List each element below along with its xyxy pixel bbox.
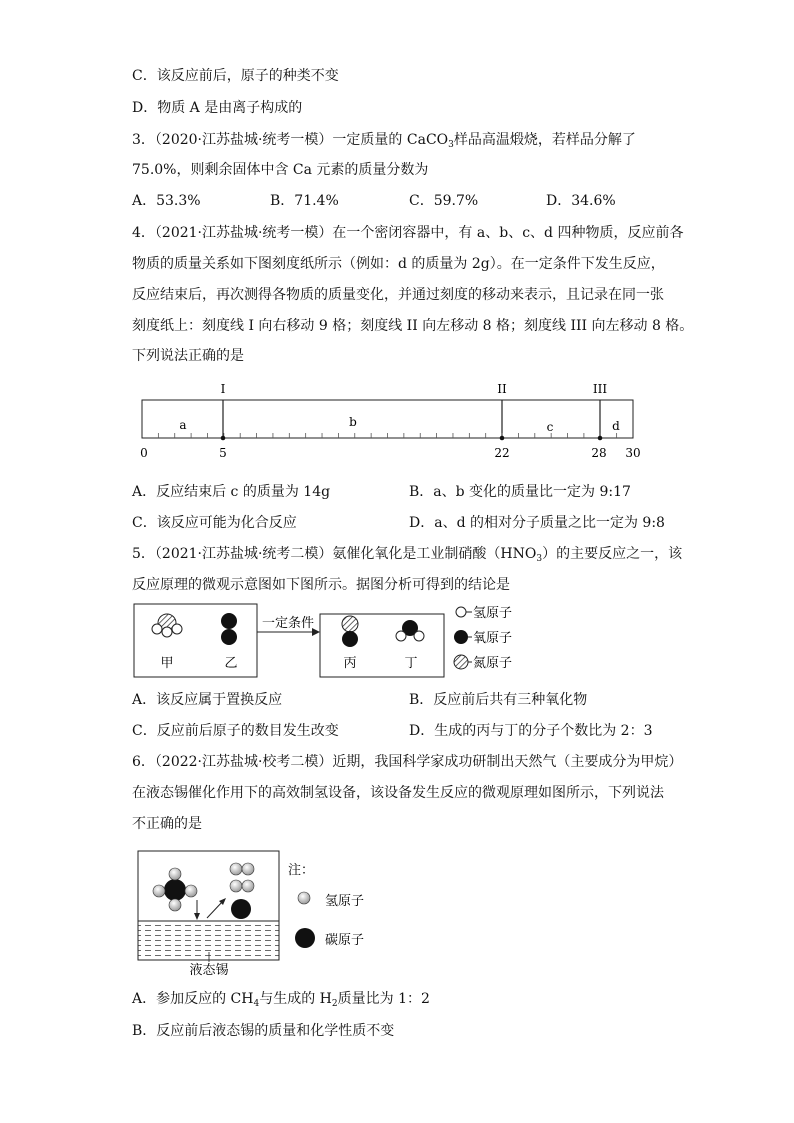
q4-stem-line5: 下列说法正确的是 <box>132 348 244 364</box>
marker-label-2: II <box>497 382 507 396</box>
q4-stem-line4: 刻度纸上：刻度线 I 向右移动 9 格；刻度线 II 向左移动 8 格；刻度线 III 向左移动 8 格。 <box>132 318 694 334</box>
tick-label-0: 0 <box>140 446 148 460</box>
water-molecule <box>396 620 424 641</box>
q3-stem-text-b: 样品高温煅烧，若样品分解了 <box>453 132 636 148</box>
q6-stem-line1: 6．（2022·江苏盐城·校考二模）近期，我国科学家成功研制出天然气（主要成分为甲烷） <box>132 754 683 770</box>
legend-oxygen: 氧原子 <box>473 631 513 646</box>
hydrogen-atom-icon <box>414 631 424 641</box>
q3-option-c: C．59.7% <box>409 193 479 209</box>
q5-option-b: B．反应前后共有三种氧化物 <box>409 692 588 708</box>
reactants-box <box>134 604 257 677</box>
oxygen-atom-icon <box>221 629 237 645</box>
tick-label-22: 22 <box>494 446 510 460</box>
label-bing: 丙 <box>343 656 357 671</box>
methane-molecule <box>153 868 197 911</box>
q6-option-a-text2: 与生成的 H <box>259 991 332 1007</box>
q3-subscript: 3 <box>448 140 454 150</box>
q4-stem-line3: 反应结束后，再次测得各物质的质量变化，并通过刻度的移动来表示，且记录在同一张 <box>132 287 664 303</box>
label-yi: 乙 <box>224 656 238 671</box>
q2-option-d: D．物质 A 是由离子构成的 <box>132 100 303 116</box>
tick-label-5: 5 <box>219 446 227 460</box>
q4-option-c: C．该反应可能为化合反应 <box>132 515 297 531</box>
oxygen-atom-icon <box>342 631 358 647</box>
segment-a: a <box>179 418 187 432</box>
q3-stem-line1 <box>132 130 636 150</box>
hydrogen-atom-icon <box>169 899 181 911</box>
q6-option-a <box>132 989 430 1009</box>
dot-5 <box>221 436 226 441</box>
q6-option-a-text3: 质量比为 1：2 <box>337 991 430 1007</box>
products-box <box>320 614 444 677</box>
hydrogen-atom-icon <box>153 885 165 897</box>
carbon-atom-icon <box>231 899 251 919</box>
q6-stem-line3: 不正确的是 <box>132 816 202 832</box>
q5-option-d: D．生成的丙与丁的分子个数比为 2：3 <box>409 723 653 739</box>
carbon-atom-icon <box>164 879 186 901</box>
hydrogen-molecule <box>230 880 254 892</box>
q4-option-a: A．反应结束后 c 的质量为 14g <box>132 484 331 500</box>
nitric-oxide-molecule <box>342 616 358 647</box>
q4-option-b: B．a、b 变化的质量比一定为 9:17 <box>409 484 631 500</box>
dot-28 <box>598 436 603 441</box>
segment-d: d <box>612 419 620 433</box>
q6-option-a-text1: A．参加反应的 CH <box>132 991 254 1007</box>
tick-label-30: 30 <box>625 446 641 460</box>
q3-stem-line2: 75.0%，则剩余固体中含 Ca 元素的质量分数为 <box>132 162 429 178</box>
marker-label-3: III <box>592 382 608 396</box>
note-label: 注： <box>288 863 315 878</box>
legend-hydrogen: 氢原子 <box>473 606 513 621</box>
q4-option-d: D．a、d 的相对分子质量之比一定为 9:8 <box>409 515 665 531</box>
q3-option-a: A．53.3% <box>132 193 201 209</box>
tick-label-28: 28 <box>591 446 607 460</box>
legend-hydrogen: 氢原子 <box>325 894 365 909</box>
q3-option-d: D．34.6% <box>546 193 616 209</box>
label-jia: 甲 <box>160 656 174 671</box>
hydrogen-atom-icon <box>169 868 181 880</box>
segment-b: b <box>349 415 357 429</box>
q5-stem-text-b: ）的主要反应之一，该 <box>542 546 683 562</box>
q3-option-b: B．71.4% <box>270 193 339 209</box>
q6-option-b: B．反应前后液态锡的质量和化学性质不变 <box>132 1023 395 1039</box>
q6-option-a-sub1: 4 <box>253 999 260 1009</box>
oxygen-molecule <box>221 613 237 645</box>
scale-paper-figure <box>128 376 648 464</box>
q5-option-a: A．该反应属于置换反应 <box>132 692 283 708</box>
legend-carbon: 碳原子 <box>325 933 365 948</box>
oxygen-atom-icon <box>221 613 237 629</box>
liquid-tin-layer <box>139 921 279 960</box>
hydrogen-atom-icon <box>172 624 182 634</box>
hydrogen-legend-icon <box>456 607 466 617</box>
dot-22 <box>500 436 505 441</box>
carbon-legend-icon <box>295 928 315 948</box>
nitrogen-atom-icon <box>342 616 358 632</box>
q6-option-a-sub2: 2 <box>331 999 338 1009</box>
reaction-condition: 一定条件 <box>261 616 315 631</box>
q5-stem-line1 <box>132 544 682 564</box>
q6-stem-line2: 在液态锡催化作用下的高效制氢设备，该设备发生反应的微观原理如图所示，下列说法 <box>132 785 664 801</box>
q5-option-c: C．反应前后原子的数目发生改变 <box>132 723 339 739</box>
methane-reactor-figure <box>135 848 395 980</box>
ammonia-oxidation-figure <box>130 601 550 681</box>
scale-paper-strip <box>142 400 633 438</box>
oxygen-legend-icon <box>454 630 468 644</box>
hydrogen-atom-icon <box>396 631 406 641</box>
q4-stem-line1: 4．（2021·江苏盐城·统考一模）在一个密闭容器中，有 a、b、c、d 四种物质，反应前各 <box>132 225 684 241</box>
q5-stem-line2: 反应原理的微观示意图如下图所示。据图分析可得到的结论是 <box>132 577 510 593</box>
hydrogen-molecule <box>230 863 254 875</box>
hydrogen-atom-icon <box>152 624 162 634</box>
q4-stem-line2: 物质的质量关系如下图刻度纸所示（例如：d 的质量为 2g）。在一定条件下发生反应， <box>132 256 665 272</box>
q2-option-c: C．该反应前后，原子的种类不变 <box>132 68 339 84</box>
segment-c: c <box>546 420 554 434</box>
nitrogen-legend-icon <box>454 655 468 669</box>
up-arrow-icon <box>207 901 223 918</box>
q5-stem-text-a: 5．（2021·江苏盐城·统考二模）氨催化氧化是工业制硝酸（HNO <box>132 546 537 562</box>
legend-nitrogen: 氮原子 <box>473 656 513 671</box>
hydrogen-legend-icon <box>298 892 310 904</box>
q3-stem-text-a: 3．（2020·江苏盐城·统考一模）一定质量的 CaCO <box>132 132 449 148</box>
label-ding: 丁 <box>404 656 418 671</box>
hydrogen-atom-icon <box>185 885 197 897</box>
liquid-tin-label: 液态锡 <box>189 963 229 978</box>
ammonia-molecule <box>152 614 182 637</box>
marker-label-1: I <box>220 382 226 396</box>
hydrogen-atom-icon <box>162 627 172 637</box>
legend <box>454 606 512 671</box>
q5-subscript: 3 <box>536 554 543 564</box>
